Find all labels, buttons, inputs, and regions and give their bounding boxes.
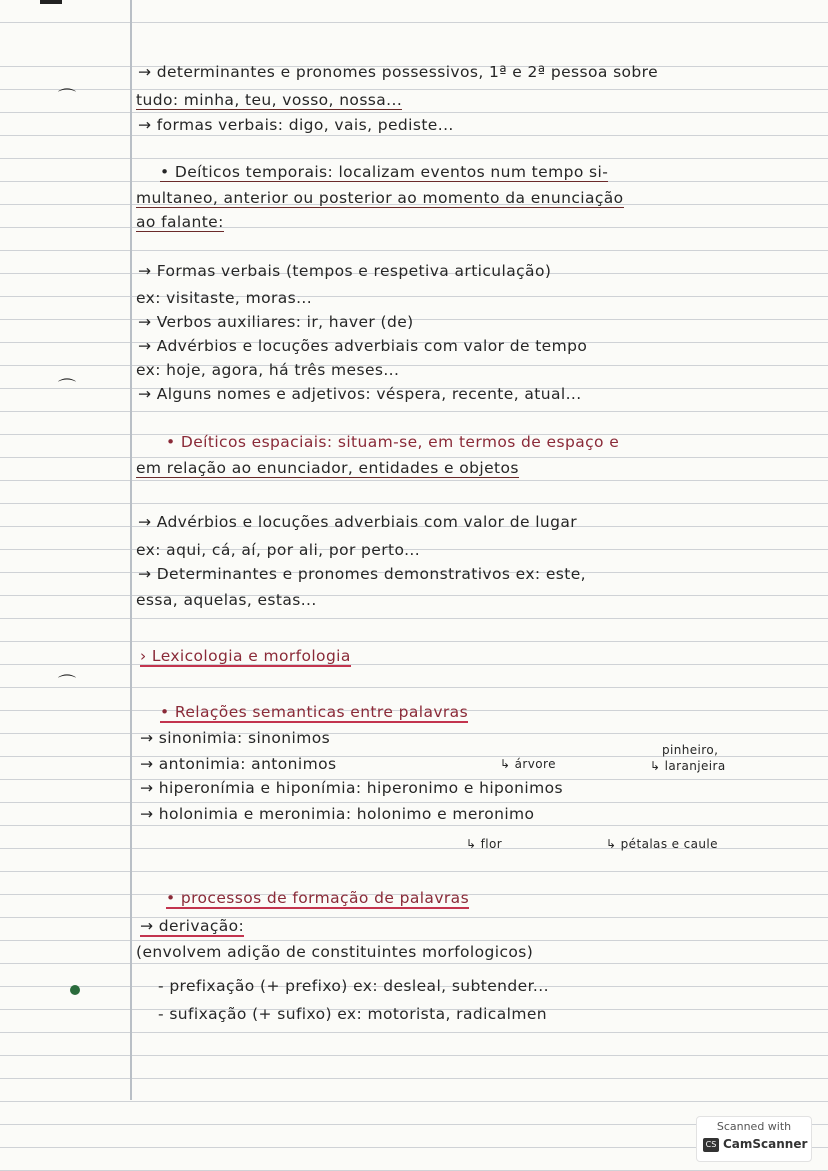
note-line: tudo: minha, teu, vosso, nossa... bbox=[136, 91, 403, 109]
note-line: → Alguns nomes e adjetivos: véspera, recente, atual... bbox=[138, 385, 582, 403]
side-note: ↳ flor bbox=[466, 837, 503, 851]
note-line: ex: aqui, cá, aí, por ali, por perto... bbox=[136, 541, 421, 559]
margin-line bbox=[130, 0, 132, 1100]
note-line: → formas verbais: digo, vais, pediste... bbox=[138, 116, 454, 134]
side-note: ↳ pétalas e caule bbox=[606, 837, 718, 851]
note-line: - sufixação (+ sufixo) ex: motorista, radicalmen bbox=[158, 1005, 547, 1023]
binder-hole-4 bbox=[70, 985, 80, 995]
side-note: pinheiro, bbox=[662, 743, 719, 757]
note-line: → hiperonímia e hiponímia: hiperonimo e hiponimos bbox=[140, 779, 563, 797]
watermark-brand: CamScanner bbox=[723, 1137, 808, 1151]
note-line: → Verbos auxiliares: ir, haver (de) bbox=[138, 313, 414, 331]
camscanner-logo-icon: CS bbox=[703, 1138, 719, 1152]
note-line: ex: hoje, agora, há três meses... bbox=[136, 361, 400, 379]
note-line: → Advérbios e locuções adverbiais com valor de lugar bbox=[138, 513, 578, 531]
binder-hole-1: ⌒ bbox=[58, 88, 76, 109]
binder-hole-3: ⌒ bbox=[58, 674, 76, 695]
side-note: ↳ árvore bbox=[500, 757, 556, 771]
note-line: → Formas verbais (tempos e respetiva articulação) bbox=[138, 262, 552, 280]
binder-hole-2: ⌒ bbox=[58, 378, 76, 399]
note-line: multaneo, anterior ou posterior ao momento da enunciação bbox=[136, 189, 624, 207]
note-line: ex: visitaste, moras... bbox=[136, 289, 313, 307]
top-edge-mark bbox=[40, 0, 62, 4]
note-line: essa, aquelas, estas... bbox=[136, 591, 317, 609]
note-line: → determinantes e pronomes possessivos, 1ª e 2ª pessoa sobre bbox=[138, 63, 659, 81]
note-line: → Determinantes e pronomes demonstrativos ex: este, bbox=[138, 565, 587, 583]
note-line: → antonimia: antonimos bbox=[140, 755, 337, 773]
note-line: (envolvem adição de constituintes morfologicos) bbox=[136, 943, 534, 961]
note-line: em relação ao enunciador, entidades e objetos bbox=[136, 459, 519, 477]
section-heading: • Deíticos temporais: localizam eventos num tempo si- bbox=[160, 163, 609, 181]
camscanner-watermark bbox=[696, 1116, 812, 1162]
section-heading: • Deíticos espaciais: situam-se, em termos de espaço e bbox=[166, 433, 620, 451]
note-line: → Advérbios e locuções adverbiais com valor de tempo bbox=[138, 337, 588, 355]
note-line: ao falante: bbox=[136, 213, 224, 231]
watermark-caption: Scanned with bbox=[716, 1120, 792, 1133]
note-line: → sinonimia: sinonimos bbox=[140, 729, 331, 747]
note-line: - prefixação (+ prefixo) ex: desleal, subtender... bbox=[158, 977, 549, 995]
topic-heading: › Lexicologia e morfologia bbox=[140, 647, 351, 665]
section-heading: • Relações semanticas entre palavras bbox=[160, 703, 469, 721]
note-line: → derivação: bbox=[140, 917, 245, 935]
section-heading: • processos de formação de palavras bbox=[166, 889, 470, 907]
note-line: → holonimia e meronimia: holonimo e meronimo bbox=[140, 805, 535, 823]
side-note: ↳ laranjeira bbox=[650, 759, 726, 773]
